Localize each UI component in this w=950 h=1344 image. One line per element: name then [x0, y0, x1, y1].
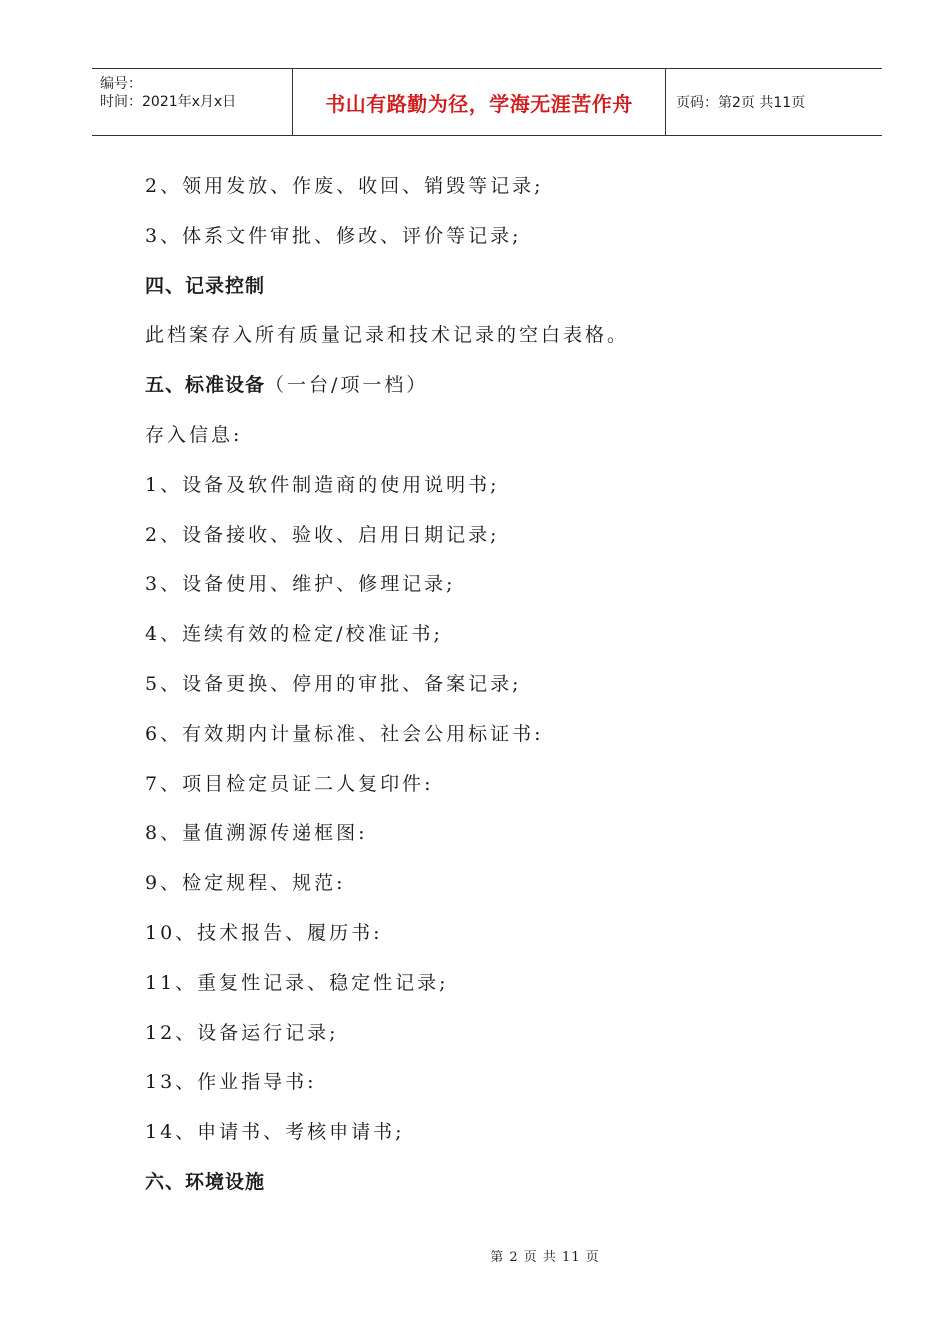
list-item [145, 317, 865, 367]
list-item [145, 616, 865, 666]
header-motto: 书山有路勤为径，学海无涯苦作舟 [293, 69, 666, 135]
list-item-text: 4、连续有效的检定/校准证书; [145, 623, 443, 646]
section-heading-text: 六、环境设施 [145, 1170, 266, 1193]
list-item-text: 7、项目检定员证二人复印件: [145, 772, 434, 795]
document-body [145, 168, 865, 1214]
list-item [145, 218, 865, 268]
number-label: 编号： [100, 76, 142, 92]
list-item [145, 1114, 865, 1164]
list-item-text: 11、重复性记录、稳定性记录; [145, 971, 449, 994]
section-heading [145, 268, 865, 318]
list-item [145, 815, 865, 865]
header-page-info: 页码：第2页 共11页 [676, 95, 806, 111]
list-item [145, 666, 865, 716]
list-item [145, 467, 865, 517]
list-item-text: 2、领用发放、作废、收回、销毁等记录; [145, 175, 544, 197]
list-item-text: 9、检定规程、规范: [145, 872, 346, 895]
list-item [145, 168, 865, 218]
list-item-text: 3、体系文件审批、修改、评价等记录; [145, 224, 522, 247]
list-item [145, 766, 865, 816]
list-item [145, 965, 865, 1015]
section-heading-text: 四、记录控制 [145, 274, 266, 297]
list-item-text: 2、设备接收、验收、启用日期记录; [145, 523, 500, 546]
list-item [145, 517, 865, 567]
list-item-text: 5、设备更换、停用的审批、备案记录; [145, 672, 522, 695]
list-item-text: 此档案存入所有质量记录和技术记录的空白表格。 [145, 324, 630, 347]
page-header [92, 68, 882, 136]
list-item-text: 10、技术报告、履历书: [145, 921, 383, 944]
list-item-text: 3、设备使用、维护、修理记录; [145, 573, 456, 596]
section-heading-text: 五、标准设备 [145, 374, 266, 397]
list-item-text: 8、量值溯源传递框图: [145, 822, 368, 845]
section-heading-suffix: （一台/项一档） [265, 374, 429, 397]
list-item-text: 1、设备及软件制造商的使用说明书; [145, 473, 500, 496]
list-item [145, 915, 865, 965]
list-item [145, 417, 865, 467]
list-item [145, 1015, 865, 1065]
list-item-text: 存入信息: [145, 423, 243, 446]
list-item [145, 1064, 865, 1114]
list-item [145, 566, 865, 616]
page-footer: 第 2 页 共 11 页 [490, 1250, 600, 1265]
list-item-text: 12、设备运行记录; [145, 1021, 339, 1044]
header-meta-cell [92, 69, 293, 135]
section-heading [145, 1164, 865, 1214]
list-item-text: 13、作业指导书: [145, 1071, 317, 1094]
list-item-text: 14、申请书、考核申请书; [145, 1121, 405, 1144]
list-item [145, 865, 865, 915]
list-item-text: 6、有效期内计量标准、社会公用标证书: [145, 722, 544, 745]
time-label: 时间：2021年x月x日 [100, 94, 237, 110]
list-item [145, 716, 865, 766]
section-heading [145, 367, 865, 417]
